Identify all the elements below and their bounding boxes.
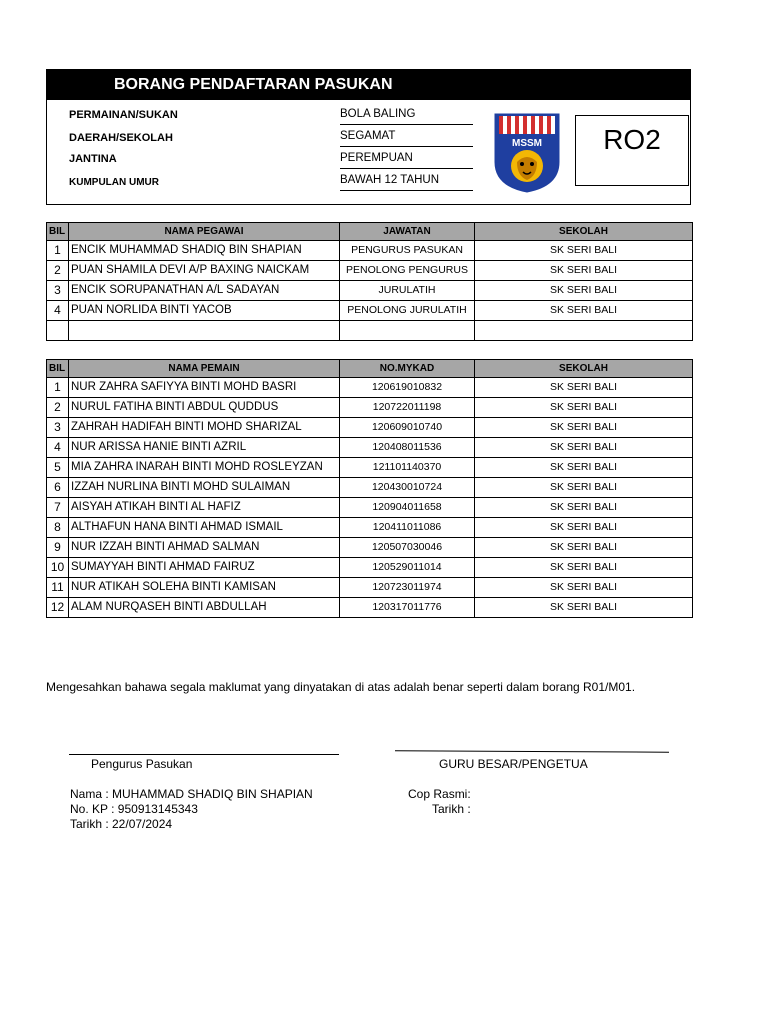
table-row	[47, 418, 693, 438]
table-row	[47, 498, 693, 518]
signature-line-right	[395, 750, 669, 752]
player-mykad: 120722011198	[340, 398, 475, 418]
row-number: 6	[47, 478, 69, 498]
row-number: 5	[47, 458, 69, 478]
table-row	[47, 378, 693, 398]
value-jantina: PEREMPUAN	[340, 151, 473, 169]
player-school: SK SERI BALI	[475, 538, 693, 558]
player-mykad: 120619010832	[340, 378, 475, 398]
player-school: SK SERI BALI	[475, 518, 693, 538]
row-number: 10	[47, 558, 69, 578]
col-bil: BIL	[47, 360, 69, 378]
table-row	[47, 578, 693, 598]
row-number: 11	[47, 578, 69, 598]
col-mykad: NO.MYKAD	[340, 360, 475, 378]
value-daerah: SEGAMAT	[340, 129, 473, 147]
player-school: SK SERI BALI	[475, 478, 693, 498]
row-number: 1	[47, 378, 69, 398]
player-school: SK SERI BALI	[475, 598, 693, 618]
table-row	[47, 398, 693, 418]
row-number: 3	[47, 418, 69, 438]
row-number: 9	[47, 538, 69, 558]
officials-header-row	[47, 223, 693, 241]
player-name: NUR ATIKAH SOLEHA BINTI KAMISAN	[69, 578, 340, 598]
player-school: SK SERI BALI	[475, 578, 693, 598]
official-name: ENCIK MUHAMMAD SHADIQ BIN SHAPIAN	[69, 241, 340, 261]
player-name: ZAHRAH HADIFAH BINTI MOHD SHARIZAL	[69, 418, 340, 438]
left-name: Nama : MUHAMMAD SHADIQ BIN SHAPIAN	[70, 787, 313, 801]
table-row	[47, 241, 693, 261]
player-name: ALTHAFUN HANA BINTI AHMAD ISMAIL	[69, 518, 340, 538]
row-number: 1	[47, 241, 69, 261]
official-school: SK SERI BALI	[475, 281, 693, 301]
left-ic: No. KP : 950913145343	[70, 802, 198, 816]
row-number: 3	[47, 281, 69, 301]
form-title: BORANG PENDAFTARAN PASUKAN	[46, 69, 691, 100]
official-school: SK SERI BALI	[475, 241, 693, 261]
official-role: PENOLONG PENGURUS	[340, 261, 475, 281]
player-name: SUMAYYAH BINTI AHMAD FAIRUZ	[69, 558, 340, 578]
col-nama-pegawai: NAMA PEGAWAI	[69, 223, 340, 241]
official-school: SK SERI BALI	[475, 301, 693, 321]
table-row	[47, 598, 693, 618]
col-nama-pemain: NAMA PEMAIN	[69, 360, 340, 378]
empty-row	[47, 321, 693, 341]
player-name: NUR ARISSA HANIE BINTI AZRIL	[69, 438, 340, 458]
value-permainan: BOLA BALING	[340, 107, 473, 125]
label-kumpulan: KUMPULAN UMUR	[69, 177, 159, 188]
verification-statement: Mengesahkan bahawa segala maklumat yang dinyatakan di atas adalah benar seperti dalam borang R01/M01.	[46, 680, 636, 694]
players-header-row	[47, 360, 693, 378]
form-code-box	[575, 115, 689, 186]
players-table	[46, 359, 693, 618]
right-date: Tarikh :	[432, 802, 471, 816]
player-school: SK SERI BALI	[475, 498, 693, 518]
table-row	[47, 458, 693, 478]
player-mykad: 120430010724	[340, 478, 475, 498]
label-permainan: PERMAINAN/SUKAN	[69, 109, 178, 121]
empty-cell	[340, 321, 475, 341]
player-school: SK SERI BALI	[475, 378, 693, 398]
mssm-logo-icon	[493, 112, 561, 194]
row-number: 2	[47, 398, 69, 418]
player-mykad: 120529011014	[340, 558, 475, 578]
table-row	[47, 518, 693, 538]
player-mykad: 120723011974	[340, 578, 475, 598]
empty-cell	[47, 321, 69, 341]
row-number: 8	[47, 518, 69, 538]
player-name: NUR ZAHRA SAFIYYA BINTI MOHD BASRI	[69, 378, 340, 398]
official-name: PUAN NORLIDA BINTI YACOB	[69, 301, 340, 321]
player-name: AISYAH ATIKAH BINTI AL HAFIZ	[69, 498, 340, 518]
player-name: NUR IZZAH BINTI AHMAD SALMAN	[69, 538, 340, 558]
label-jantina: JANTINA	[69, 153, 117, 165]
official-role: PENOLONG JURULATIH	[340, 301, 475, 321]
empty-cell	[69, 321, 340, 341]
left-signatory-title: Pengurus Pasukan	[91, 757, 193, 771]
row-number: 2	[47, 261, 69, 281]
table-row	[47, 538, 693, 558]
player-school: SK SERI BALI	[475, 438, 693, 458]
officials-table	[46, 222, 693, 341]
value-kumpulan: BAWAH 12 TAHUN	[340, 173, 473, 191]
right-stamp: Cop Rasmi:	[408, 787, 471, 801]
official-role: JURULATIH	[340, 281, 475, 301]
right-signatory-title: GURU BESAR/PENGETUA	[439, 757, 588, 771]
official-school: SK SERI BALI	[475, 261, 693, 281]
player-mykad: 120317011776	[340, 598, 475, 618]
row-number: 4	[47, 301, 69, 321]
signature-line-left	[69, 754, 339, 755]
row-number: 4	[47, 438, 69, 458]
table-row	[47, 478, 693, 498]
player-school: SK SERI BALI	[475, 398, 693, 418]
left-date: Tarikh : 22/07/2024	[70, 817, 173, 831]
col-bil: BIL	[47, 223, 69, 241]
player-mykad: 120411011086	[340, 518, 475, 538]
table-row	[47, 281, 693, 301]
form-code: RO2	[603, 124, 661, 155]
empty-cell	[475, 321, 693, 341]
official-name: ENCIK SORUPANATHAN A/L SADAYAN	[69, 281, 340, 301]
logo-text: MSSM	[512, 138, 542, 149]
col-sekolah: SEKOLAH	[475, 360, 693, 378]
player-name: MIA ZAHRA INARAH BINTI MOHD ROSLEYZAN	[69, 458, 340, 478]
row-number: 7	[47, 498, 69, 518]
player-mykad: 120507030046	[340, 538, 475, 558]
player-mykad: 120408011536	[340, 438, 475, 458]
table-row	[47, 438, 693, 458]
official-role: PENGURUS PASUKAN	[340, 241, 475, 261]
official-name: PUAN SHAMILA DEVI A/P BAXING NAICKAM	[69, 261, 340, 281]
player-name: ALAM NURQASEH BINTI ABDULLAH	[69, 598, 340, 618]
row-number: 12	[47, 598, 69, 618]
player-mykad: 120609010740	[340, 418, 475, 438]
player-school: SK SERI BALI	[475, 458, 693, 478]
label-daerah: DAERAH/SEKOLAH	[69, 132, 173, 144]
player-school: SK SERI BALI	[475, 558, 693, 578]
player-name: IZZAH NURLINA BINTI MOHD SULAIMAN	[69, 478, 340, 498]
player-school: SK SERI BALI	[475, 418, 693, 438]
col-sekolah: SEKOLAH	[475, 223, 693, 241]
table-row	[47, 261, 693, 281]
player-name: NURUL FATIHA BINTI ABDUL QUDDUS	[69, 398, 340, 418]
table-row	[47, 558, 693, 578]
col-jawatan: JAWATAN	[340, 223, 475, 241]
table-row	[47, 301, 693, 321]
player-mykad: 121101140370	[340, 458, 475, 478]
player-mykad: 120904011658	[340, 498, 475, 518]
